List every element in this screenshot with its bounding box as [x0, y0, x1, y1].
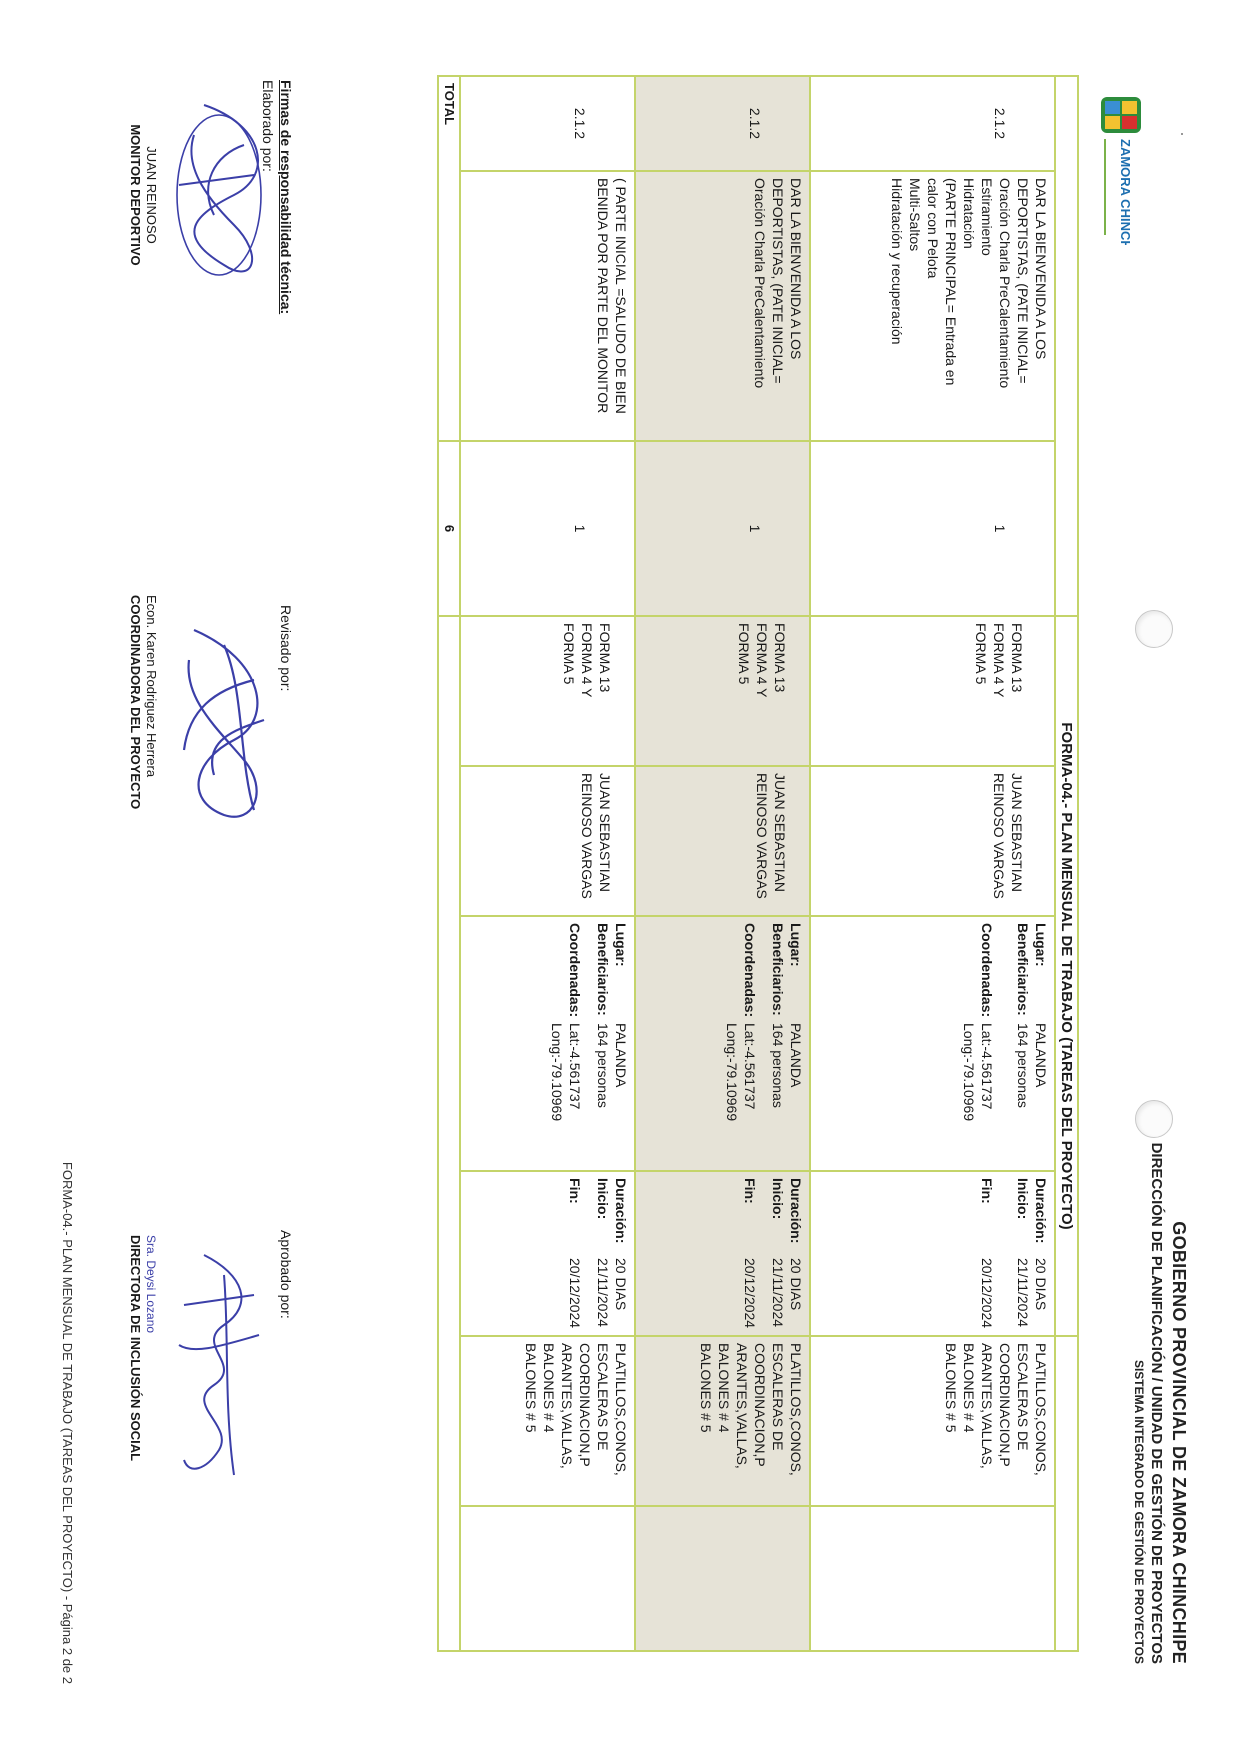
inicio-value: 21/11/2024 [1015, 1258, 1031, 1328]
row-activity [460, 171, 635, 441]
activity-line: DEPORTISTAS, (PATE INICIAL= [770, 178, 786, 384]
row-dates-info [810, 1171, 1055, 1336]
responsible-line: REINOSO VARGAS [754, 773, 770, 899]
material-line: ARANTES,VALLAS, [734, 1343, 750, 1469]
logo-text: ZAMORA CHINCHIPE [1118, 139, 1133, 245]
total-row [438, 76, 460, 1651]
beneficiarios-value: 164 personas [595, 1023, 611, 1108]
material-line: ESCALERAS DE [770, 1343, 786, 1451]
fin-value: 20/12/2024 [742, 1258, 758, 1329]
duracion-label: Duración: [788, 1178, 804, 1244]
long-value: Long:-79.10969 [724, 1023, 740, 1122]
aprobado-signer [127, 1235, 159, 1495]
elaborado-name: JUAN REINOSO [144, 146, 159, 244]
duracion-value: 20 DIAS [1033, 1258, 1049, 1311]
activity-line: DEPORTISTAS, (PATE INICIAL= [1015, 178, 1031, 384]
activity-line: Oración Charla PreCalentamiento [997, 178, 1013, 389]
row-location-info [460, 916, 635, 1171]
row-code: 2.1.2 [635, 76, 810, 171]
row-quantity: 1 [460, 441, 635, 616]
table-title: FORMA-04.- PLAN MENSUAL DE TRABAJO (TAREAS DEL PROYECTO) [1055, 616, 1078, 1336]
responsible-line: JUAN SEBASTIAN [1009, 773, 1025, 893]
row-empty-cell [635, 1506, 810, 1651]
material-line: BALONES # 4 [716, 1343, 732, 1433]
row-code: 2.1.2 [460, 76, 635, 171]
lugar-label: Lugar: [788, 923, 804, 967]
fin-value: 20/12/2024 [567, 1258, 583, 1329]
activity-line: Oración Charla PreCalentamiento [752, 178, 768, 389]
row-code: 2.1.2 [810, 76, 1055, 171]
lugar-label: Lugar: [1033, 923, 1049, 967]
row-quantity: 1 [635, 441, 810, 616]
material-line: BALONES # 5 [523, 1343, 539, 1433]
material-line: PLATILLOS,CONOS, [1033, 1343, 1049, 1476]
coordenadas-label: Coordenadas: [567, 923, 583, 1018]
aprobado-role: DIRECTORA DE INCLUSIÓN SOCIAL [128, 1235, 143, 1462]
material-line: COORDINACION,P [997, 1343, 1013, 1467]
header-line-1: GOBIERNO PROVINCIAL DE ZAMORA CHINCHIPE [1169, 1221, 1189, 1664]
elaborado-signer [127, 90, 159, 300]
responsible-line: REINOSO VARGAS [579, 773, 595, 899]
lugar-value: PALANDA [788, 1023, 804, 1088]
material-line: BALONES # 5 [943, 1343, 959, 1433]
revisado-signature [159, 600, 284, 840]
document-header [1132, 1143, 1189, 1664]
lat-value: Lat:-4.561737 [979, 1023, 995, 1110]
row-materials [460, 1336, 635, 1506]
forma-line: FORMA 13 [1009, 623, 1025, 693]
forma-line: FORMA 13 [597, 623, 613, 693]
activity-line: Hidratación y recuperación [889, 178, 905, 345]
total-label: TOTAL [438, 76, 460, 441]
elaborado-signature [164, 85, 274, 305]
beneficiarios-label: Beneficiarios: [595, 923, 611, 1016]
row-activity [810, 171, 1055, 441]
elaborado-role: MONITOR DEPORTIVO [128, 124, 143, 266]
beneficiarios-label: Beneficiarios: [770, 923, 786, 1016]
material-line: ESCALERAS DE [595, 1343, 611, 1451]
plan-table [437, 75, 1079, 1652]
activity-line: DAR LA BIENVENIDA A LOS [788, 178, 804, 360]
table-row [635, 76, 810, 1651]
table-row [460, 76, 635, 1651]
material-line: BALONES # 5 [698, 1343, 714, 1433]
aprobado-label: Aprobado por: [278, 1230, 294, 1319]
total-value: 6 [438, 441, 460, 616]
lugar-label: Lugar: [613, 923, 629, 967]
material-line: PLATILLOS,CONOS, [613, 1343, 629, 1476]
forma-line: FORMA 5 [561, 623, 577, 685]
revisado-role: COORDINADORA DEL PROYECTO [128, 595, 143, 810]
coordenadas-label: Coordenadas: [742, 923, 758, 1018]
inicio-label: Inicio: [595, 1178, 611, 1220]
row-responsible [810, 766, 1055, 916]
material-line: BALONES # 4 [961, 1343, 977, 1433]
row-quantity: 1 [810, 441, 1055, 616]
forma-line: FORMA 13 [772, 623, 788, 693]
responsible-line: JUAN SEBASTIAN [597, 773, 613, 893]
fin-label: Fin: [979, 1178, 995, 1204]
forma-line: FORMA 4 Y [754, 623, 770, 698]
elaborado-label: Elaborado por: [260, 80, 276, 172]
duracion-value: 20 DIAS [788, 1258, 804, 1311]
responsible-line: JUAN SEBASTIAN [772, 773, 788, 893]
aprobado-name: Sra. Deysi Lozano [144, 1235, 158, 1334]
activity-line: (PARTE PRINCIPAL= Entrada en [943, 178, 959, 386]
row-location-info [810, 916, 1055, 1171]
material-line: COORDINACION,P [577, 1343, 593, 1467]
revisado-signer [127, 595, 159, 835]
row-formas [635, 616, 810, 766]
row-responsible [635, 766, 810, 916]
total-empty [438, 616, 460, 1651]
material-line: ARANTES,VALLAS, [979, 1343, 995, 1469]
forma-line: FORMA 5 [973, 623, 989, 685]
row-formas [810, 616, 1055, 766]
fin-label: Fin: [567, 1178, 583, 1204]
activity-line: Estiramiento [979, 178, 995, 256]
material-line: ARANTES,VALLAS, [559, 1343, 575, 1469]
activity-line: calor con Pelota [925, 178, 941, 279]
activity-line: Multi-Saltos [907, 178, 923, 252]
header-line-3: SISTEMA INTEGRADO DE GESTIÓN DE PROYECTOS [1132, 1359, 1146, 1664]
responsible-line: REINOSO VARGAS [991, 773, 1007, 899]
inicio-label: Inicio: [1015, 1178, 1031, 1220]
lugar-value: PALANDA [613, 1023, 629, 1088]
row-empty-cell [460, 1506, 635, 1651]
beneficiarios-label: Beneficiarios: [1015, 923, 1031, 1016]
row-responsible [460, 766, 635, 916]
forma-line: FORMA 4 Y [579, 623, 595, 698]
material-line: ESCALERAS DE [1015, 1343, 1031, 1451]
material-line: BALONES # 4 [541, 1343, 557, 1433]
lat-value: Lat:-4.561737 [567, 1023, 583, 1110]
beneficiarios-value: 164 personas [770, 1023, 786, 1108]
table-title-row [1055, 76, 1078, 1651]
header-line-2: DIRECCIÓN DE PLANIFICACIÓN / UNIDAD DE GESTIÓN DE PROYECTOS [1148, 1142, 1165, 1664]
fin-label: Fin: [742, 1178, 758, 1204]
material-line: PLATILLOS,CONOS, [788, 1343, 804, 1476]
row-materials [635, 1336, 810, 1506]
long-value: Long:-79.10969 [961, 1023, 977, 1122]
inicio-label: Inicio: [770, 1178, 786, 1220]
activity-line: ( PARTE INICIAL =SALUDO DE BIEN [613, 178, 629, 414]
row-activity [635, 171, 810, 441]
firmas-heading: Firmas de responsabilidad técnica: [278, 80, 294, 315]
lugar-value: PALANDA [1033, 1023, 1049, 1088]
revisado-name: Econ. Karen Rodriguez Herrera [144, 595, 159, 778]
material-line: COORDINACION,P [752, 1343, 768, 1467]
duracion-label: Duración: [613, 1178, 629, 1244]
duracion-value: 20 DIAS [613, 1258, 629, 1311]
activity-line: BENIDA POR PARTE DEL MONITOR [595, 178, 611, 414]
zamora-chinchipe-logo [1089, 95, 1145, 245]
row-formas [460, 616, 635, 766]
activity-line: DAR LA BIENVENIDA A LOS [1033, 178, 1049, 360]
inicio-value: 21/11/2024 [770, 1258, 786, 1328]
inicio-value: 21/11/2024 [595, 1258, 611, 1328]
row-dates-info [460, 1171, 635, 1336]
long-value: Long:-79.10969 [549, 1023, 565, 1122]
lat-value: Lat:-4.561737 [742, 1023, 758, 1110]
forma-line: FORMA 4 Y [991, 623, 1007, 698]
beneficiarios-value: 164 personas [1015, 1023, 1031, 1108]
aprobado-signature [159, 1235, 284, 1495]
duracion-label: Duración: [1033, 1178, 1049, 1244]
title-blank-cell [1055, 76, 1078, 616]
row-dates-info [635, 1171, 810, 1336]
table-row [810, 76, 1055, 1651]
forma-line: FORMA 5 [736, 623, 752, 685]
coordenadas-label: Coordenadas: [979, 923, 995, 1018]
page-footer: FORMA-04.- PLAN MENSUAL DE TRABAJO (TAREAS DEL PROYECTO) - Página 2 de 2 [60, 1161, 75, 1684]
row-materials [810, 1336, 1055, 1506]
fin-value: 20/12/2024 [979, 1258, 995, 1329]
row-empty-cell [810, 1506, 1055, 1651]
row-location-info [635, 916, 810, 1171]
title-blank-cell-right [1055, 1336, 1078, 1651]
activity-line: Hidratación [961, 178, 977, 249]
revisado-label: Revisado por: [278, 605, 294, 692]
